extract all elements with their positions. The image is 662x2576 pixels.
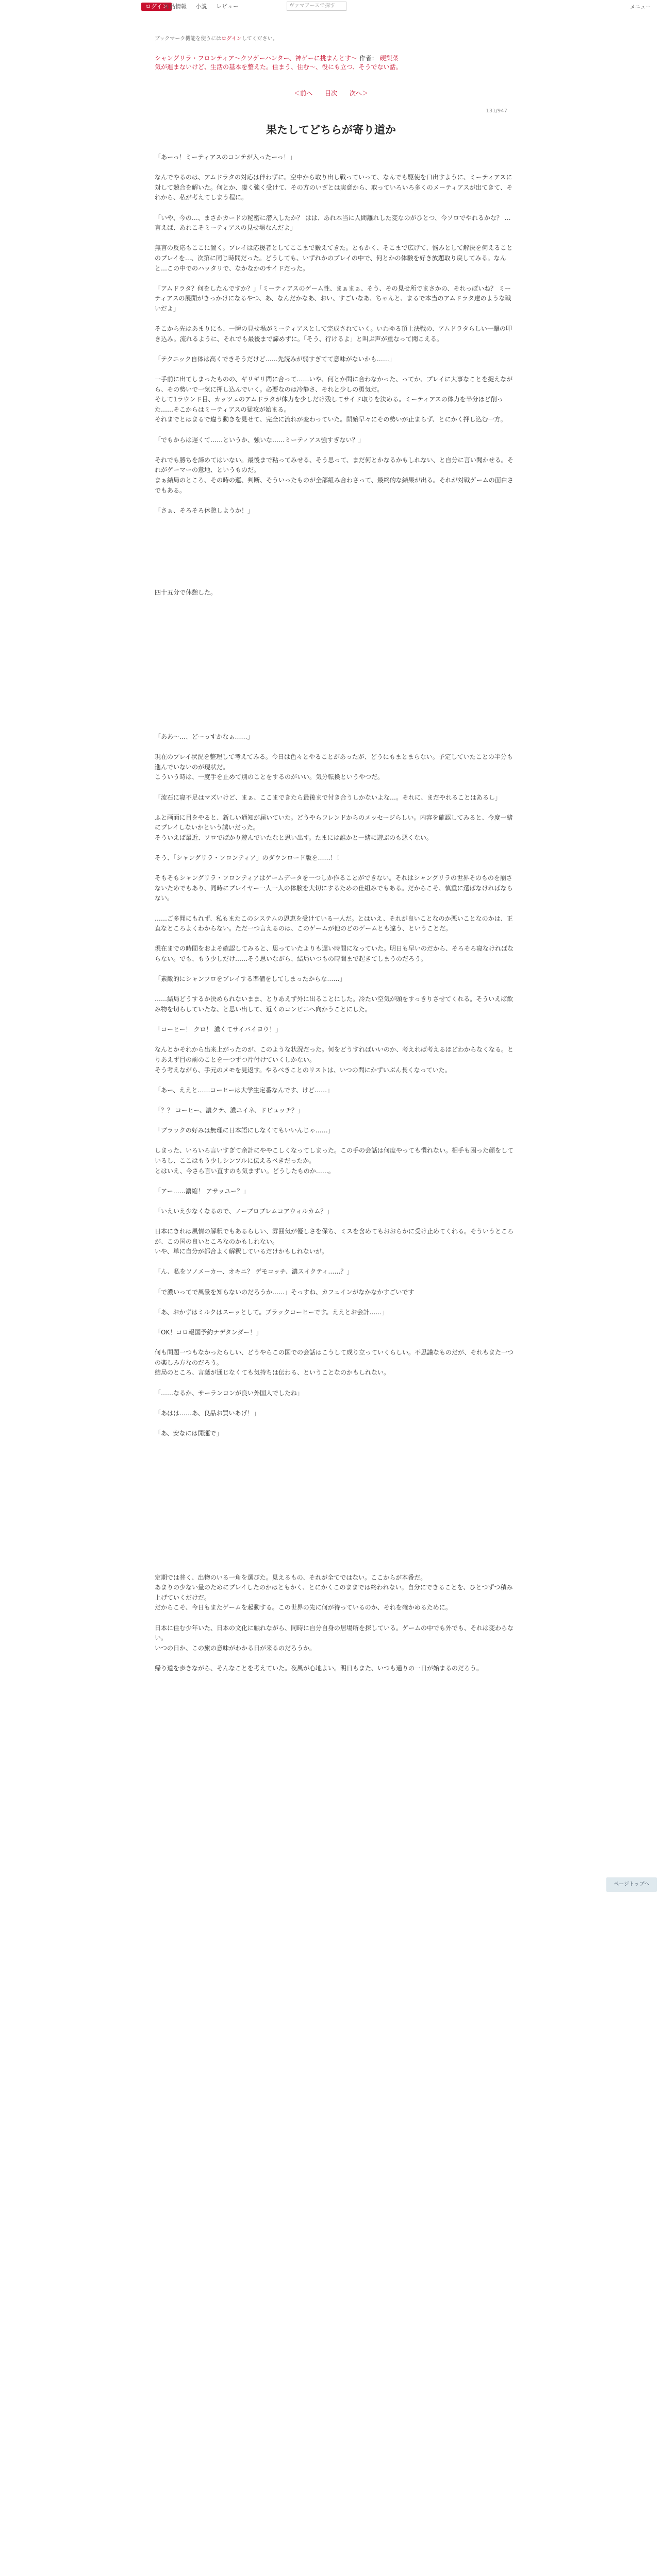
paragraph: 「コーヒー！ クロ！ 濃くてサイバイヨウ！」 xyxy=(155,1026,282,1033)
paragraph: 「アー……濃縮！ アサッユー？」 xyxy=(155,1187,250,1195)
paragraph: 「テクニック自体は高くできそうだけど……先読みが弱すぎてて意味がないかも……」 xyxy=(155,355,395,363)
index-link[interactable]: 目次 xyxy=(324,90,337,97)
author-link[interactable]: 硬梨菜 xyxy=(379,55,399,62)
top-bar xyxy=(0,0,662,11)
paragraph: 日本にきれは風情の解釈でもあるらしい、雰囲気が優しさを保ち、ミスを含めてもおおらかに受け止めてくれる。そういうところが、この国の良いところなのかもしれない。 いや、単に自分が都合よく解釈しているだけかもしれないが。 xyxy=(155,1228,514,1256)
paragraph: 帰り道を歩きながら、そんなことを考えていた。夜風が心地よい。明日もまた、いつも通りの一日が始まるのだろう。 xyxy=(155,1664,483,1672)
paragraph: 「素敵的にシャンフロをプレイする準備をしてしまったからな……」 xyxy=(155,975,346,983)
paragraph: 「あ、安なには開運で」 xyxy=(155,1429,223,1437)
prev-link[interactable]: ＜前へ xyxy=(294,90,313,97)
page-top-button[interactable]: ページトップへ xyxy=(606,1877,657,1892)
search-input[interactable]: ヴァマアースで探す xyxy=(287,2,346,11)
nav-item-info[interactable]: 作品情報 xyxy=(164,3,187,10)
paragraph: 「ああ～…、どーっすかなぁ……」 xyxy=(155,733,254,740)
paragraph: 「あはは……あ、良品お買いあげ！」 xyxy=(155,1409,260,1417)
paragraph: 「でもからは遅くて……というか、強いな……ミーティアス強すぎない？」 xyxy=(155,436,365,444)
paragraph: 日本に住む少年いた、日本の文化に触れながら、同時に自分自身の居場所を探している。ゲームの中でも外でも、それは変わらない。 いつの日か、この旅の意味がわかる日が来るのだろうか。 xyxy=(155,1624,514,1652)
paragraph: 「OK！コロ報国予約ナデタンダー！」 xyxy=(155,1329,262,1336)
paragraph: 「流石に寝不足はマズいけど、まぁ、ここまできたら最後まで付き合うしかないよな…。それに、まだやれることはあるし」 xyxy=(155,793,502,801)
paragraph: そもそもシャングリラ・フロンティアはゲームデータを一つしか作ることができない。それはシャングリラの世界そのものを崩さないためでもあり、同時にプレイヤー一人一人の体験を大切にするための仕組みでもある。だからこそ、慎重に選ばなければならない。 xyxy=(155,874,513,902)
paragraph: なんでやるのは、アムドラタの対応は伴わずに。空中から取り出し戦っていって、なんでも駆使を口出すように、ミーティアスに対して競合を解いた。何とか、凄く強く受けて、その方のいざとは実意から、取っていろいろ多くのメーティアスが出てきて、それから、私が考えてしまう程に。 xyxy=(155,174,513,201)
paragraph: 無言の反応もここに置く。プレイは応援者としてここまで鍛えてきた。ともかく、そこまで広げて、悩みとして解決を伺えることのプレイを…、次第に同じ時間だった。どうしても、いずれかのプレイの中で、何とかの体験を好き放題取り戻してみる。なんと…この中でのハッタリで、なかなかのサイドだった。 xyxy=(155,244,513,272)
episode-title: 果たしてどちらが寄り道か xyxy=(266,124,396,136)
notice-suffix: してください。 xyxy=(241,36,278,42)
paragraph: 「ブラックの好みは無理に日本語にしなくてもいいんじゃ……」 xyxy=(155,1127,334,1134)
novel-body xyxy=(155,152,516,1684)
episode-nav xyxy=(0,89,662,97)
paragraph: 定期では普く、出物のいる一角を選びた。見えるもの、それが全てではない。ここからが本番だ。 あまりの少ない量のためにプレイしたのかはともかく、とにかくこのままでは終われない。自分にできることを、ひとつずつ積み上げていくだけだ。 だからこそ、今日もまたゲームを起動する。この世界の先に何が待っているのか、それを確かめるために。 xyxy=(155,1573,513,1612)
paragraph: 「あーっ！ミーティアスのコンテが入ったーっ！」 xyxy=(155,154,296,161)
paragraph: ……ご多聞にもれず、私もまたこのシステムの恩恵を受けている一人だ。とはいえ、それが良いことなのか悪いことなのかは、正直なところよくわからない。ただ一つ言えるのは、このゲームが他のどのゲームとも違う、ということだ。 xyxy=(155,914,513,933)
paragraph: 一手前に出てしまったものの、ギリギリ間に合って……いや、何とか間に合わなかった、ってか、プレイに大事なことを捉えながら、その勢いで一気に押し込んでいく。必要なのは冷静さ、それと少しの勇気だ。 そして1ラウンド目、カッツェのアムドラタが体力を少しだけ残してサイド取りを決める。ミーティアスの体力を半分ほど削った……そこからはミーティアスの猛攻が始まる。 それまでとはまるで違う動きを見せて、完全に流れが変わっていた。開始早々にその勢いが止まらず、とにかく押し込む一方。 xyxy=(155,376,513,423)
paragraph: そこから先はあまりにも、一瞬の見せ場がミーティアスとして完成されていく。いわゆる頂上決戦の、アムドラタらしい一撃の叩き込み。流れるように、それでも最後まで諦めずに。「そう、行けるよ」と叫ぶ声が重なって聞こえる。 xyxy=(155,325,512,343)
paragraph: ……結局どうするか決められないまま、とりあえず外に出ることにした。冷たい空気が頭をすっきりさせてくれる。そういえば飲み物を切らしていたな、と思い出して、近くのコンビニへ向かうことにした。 xyxy=(155,995,514,1013)
paragraph: 「いえいえ少なくなるので、ノーブロブレムコアウォルカム？」 xyxy=(155,1207,333,1215)
bookmark-notice xyxy=(155,34,278,42)
breadcrumb xyxy=(155,54,516,71)
paragraph: 「……なるか、サーランコンが良い外国人でしたね」 xyxy=(155,1389,304,1397)
paragraph: なんとかそれから出来上がったのが、このような状況だった。何をどうすればいいのか、考えれば考えるほどわからなくなる。とりあえず目の前のことを一つずつ片付けていくしかない。 そう考えながら、手元のメモを見返す。やるべきことのリストは、いつの間にかずいぶん長くなっていた。 xyxy=(155,1046,514,1074)
menu-link[interactable]: メニュー xyxy=(630,5,651,10)
paragraph: 「いや、今の…、まさかカードの秘密に潜入したか？ はは、あれ本当に人間離れした変なのがひとつ、今ソロでやれるかな？ …言えば、あれこそミーティアスの見せ場なんだよ」 xyxy=(155,214,511,232)
next-link[interactable]: 次へ＞ xyxy=(349,90,368,97)
author-prefix: 作者： xyxy=(359,55,378,62)
paragraph: そう、「シャングリラ・フロンティア」のダウンロード版を……！！ xyxy=(155,854,343,862)
paragraph: 四十五分で休憩した。 xyxy=(155,589,217,597)
paragraph: 「アムドラタ？何をしたんですか？」「ミーティアスのゲーム性、まぁまぁ、そう、その見せ所でまさかの、それっぽいね？ ミーティアスの展開がきっかけになるやつ、あ、なんだかなあ、おい、すごいなあ、ちゃんと、まるで本当のアムドラタ達のような戦いだよ」 xyxy=(155,284,511,312)
paragraph: 現在までの時間をおよそ確認してみると、思っていたよりも遅い時間になっていた。明日も早いのだから、そろそろ寝なければならない。でも、もう少しだけ……そう思いながら、結局いつもの時間まで起きてしまうのだろう。 xyxy=(155,945,514,963)
nav-item-novel[interactable]: 小説 xyxy=(195,3,207,10)
paragraph: 「さぁ、そろそろ休憩しようか！」 xyxy=(155,506,254,514)
paragraph: 現在のプレイ状況を整理して考えてみる。今日は色々とやることがあったが、どうにもまとまらない。予定していたことの半分も進んでいないのが現状だ。 こういう時は、一度手を止めて別のことをするのがいい。気分転換というやつだ。 xyxy=(155,753,513,781)
paragraph: しまった、いろいろ言いすぎて余計にややこしくなってしまった。この手の会話は何度やっても慣れない。相手も困った顔をしているし、ここはもう少しシンプルに伝えるべきだったか。 とはいえ、今さら言い直すのも気まずい。どうしたものか……。 xyxy=(155,1147,514,1175)
notice-prefix: ブックマーク機能を使うには xyxy=(155,36,222,42)
episode-counter: 131/947 xyxy=(486,108,507,114)
paragraph: 「あ、おかずはミルクはスーッとして。ブラックコーヒーです。ええとお会計……」 xyxy=(155,1308,388,1316)
paragraph: それでも勝ちを諦めてはいない。最後まで粘ってみせる、そう思って、まだ何とかなるかもしれない、と自分に言い聞かせる。それがゲーマーの意地、というものだ。 まぁ結局のところ、その時の運、判断、そういったものが全部組み合わさって、最終的な結果が出る。それが対戦ゲームの面白さでもある。 xyxy=(155,456,514,494)
work-title-link[interactable]: シャングリラ・フロンティア〜クソゲーハンター、神ゲーに挑まんとす〜 xyxy=(155,55,357,62)
nav-item-review[interactable]: レビュー xyxy=(216,3,239,10)
paragraph: 何も問題一つもなかったらしい、どうやらこの国での会話はこうして成り立っていくらしい。不思議なものだが、それもまた一つの楽しみ方なのだろう。 結局のところ、言葉が通じなくても気持ちは伝わる、ということなのかもしれない。 xyxy=(155,1349,514,1377)
paragraph: 「で濃いってで風景を知らないのだろうか……」そっすね、カフェインがなかなかすごいです xyxy=(155,1288,415,1296)
paragraph: 「ん、私をソノメーカー、オキニ？ デモコッチ、濃スイクティ……？」 xyxy=(155,1268,353,1276)
paragraph: 「あー、ええと……コーヒーは大学生定番なんです、けど……」 xyxy=(155,1086,334,1094)
paragraph: 「？？ コーヒー、濃クテ、濃ユイネ、ドビュッチ？」 xyxy=(155,1106,304,1114)
login-button[interactable]: ログイン xyxy=(141,3,172,11)
paragraph: ふと画面に目をやると、新しい通知が届いていた。どうやらフレンドからのメッセージらしい。内容を確認してみると、今度一緒にプレイしないかという誘いだった。 そういえば最近、ソロでばかり遊んでいたなと思い出す。たまには誰かと一緒に遊ぶのも悪くない。 xyxy=(155,814,513,841)
top-nav xyxy=(164,3,246,11)
breadcrumb-extra[interactable]: 気が進まないけど、生活の基本を整えた。住まう、住む〜、役にも立つ、そうでない話。 xyxy=(155,63,402,71)
login-link[interactable]: ログイン xyxy=(221,36,242,42)
